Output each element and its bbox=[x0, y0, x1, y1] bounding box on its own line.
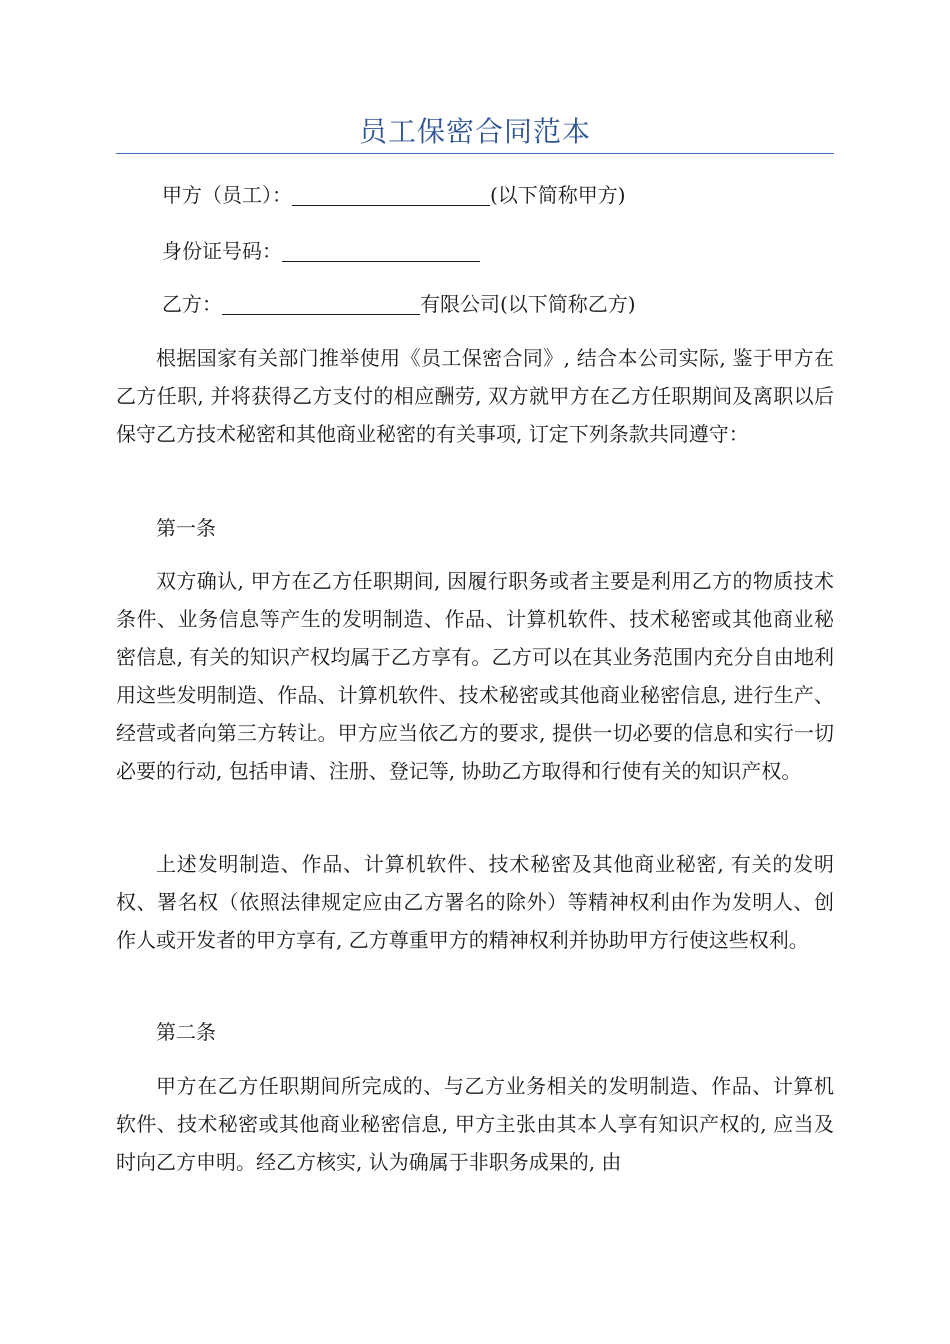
party-b-line bbox=[116, 285, 834, 323]
party-b-blank bbox=[222, 294, 420, 315]
id-number-blank bbox=[282, 241, 480, 262]
party-a-line bbox=[116, 176, 834, 214]
party-a-suffix: (以下简称甲方) bbox=[490, 183, 626, 207]
article-1-paragraph-2: 上述发明制造、作品、计算机软件、技术秘密及其他商业秘密, 有关的发明权、署名权（依照法律规定应由乙方署名的除外）等精神权利由作为发明人、创作人或开发者的甲方享有, 乙方尊重甲方的精神权利并协助甲方行使这些权利。 bbox=[116, 852, 834, 952]
article-1-heading: 第一条 bbox=[156, 516, 216, 540]
party-b-label: 乙方： bbox=[162, 292, 222, 316]
party-a-label: 甲方（员工）： bbox=[162, 183, 292, 207]
id-number-label: 身份证号码： bbox=[162, 239, 282, 263]
article-2-heading: 第二条 bbox=[156, 1020, 216, 1044]
article-1-paragraph-1: 双方确认, 甲方在乙方任职期间, 因履行职务或者主要是利用乙方的物质技术条件、业务信息等产生的发明制造、作品、计算机软件、技术秘密或其他商业秘密信息, 有关的知识产权均属于乙方享有。乙方可以在其业务范围内充分自由地利用这些发明制造、作品、计算机软件、技术秘密或其他商业秘密信息, 进行生产、经营或者向第三方转让。甲方应当依乙方的要求, 提供一切必要的信息和实行一切必要的行动, 包括申请、注册、登记等, 协助乙方取得和行使有关的知识产权。 bbox=[116, 569, 834, 783]
title-underline bbox=[116, 153, 834, 154]
document-title: 员工保密合同范本 bbox=[358, 115, 591, 148]
party-a-blank bbox=[292, 185, 490, 206]
id-number-line bbox=[116, 232, 834, 270]
preamble-paragraph: 根据国家有关部门推举使用《员工保密合同》, 结合本公司实际, 鉴于甲方在乙方任职, 并将获得乙方支付的相应酬劳, 双方就甲方在乙方任职期间及离职以后保守乙方技术秘密和其他商业秘密的有关事项, 订定下列条款共同遵守： bbox=[116, 346, 834, 446]
party-b-suffix: 有限公司(以下简称乙方) bbox=[420, 292, 636, 316]
article-2-paragraph-1: 甲方在乙方任职期间所完成的、与乙方业务相关的发明制造、作品、计算机软件、技术秘密或其他商业秘密信息, 甲方主张由其本人享有知识产权的, 应当及时向乙方申明。经乙方核实, 认为确属于非职务成果的, 由 bbox=[116, 1074, 834, 1174]
